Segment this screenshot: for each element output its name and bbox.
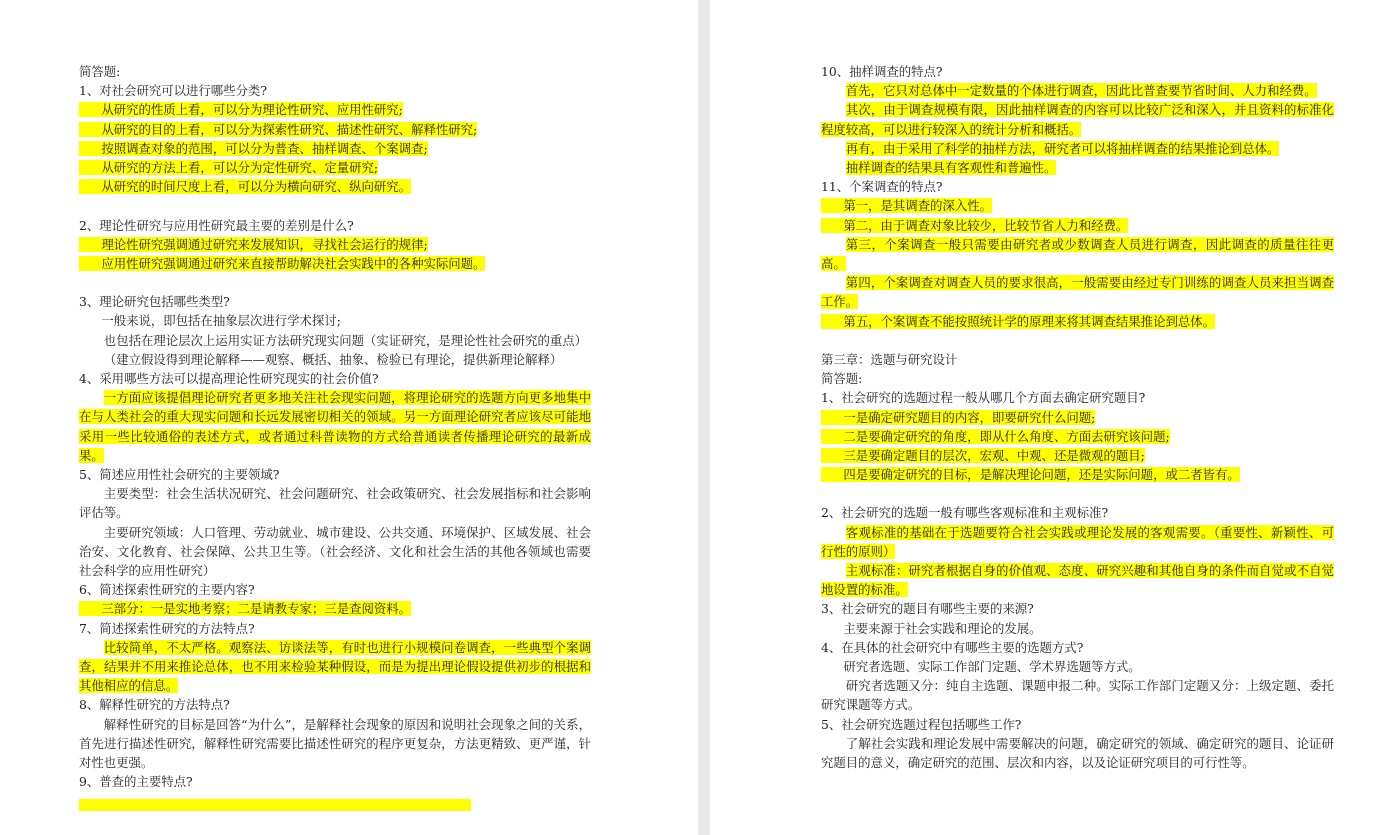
highlighted-answer: 三是要确定题目的层次，宏观、中观、还是微观的题目; [821, 448, 1145, 463]
answer-text: 解释性研究的目标是回答“为什么”，是解释社会现象的原因和说明社会现象之间的关系，首先进行描述性研究，解释性研究需要比描述性研究的程序更复杂，方法更精致、更严谨，针对性也更强。 [79, 716, 591, 770]
question-title: 11、个案调查的特点? [821, 179, 943, 195]
highlighted-answer: 一是确定研究题目的内容，即要研究什么问题; [821, 410, 1095, 425]
section-header: 简答题: [79, 64, 121, 79]
highlighted-answer: 四是要确定研究的目标，是解决理论问题，还是实际问题，或二者皆有。 [821, 467, 1240, 482]
question-title: 1、社会研究的选题过程一般从哪几个方面去确定研究题目? [821, 390, 1146, 406]
highlighted-answer: 再有，由于采用了科学的抽样方法，研究者可以将抽样调查的结果推论到总体。 [845, 140, 1280, 156]
highlighted-answer: 第三，个案调查一般只需要由研究者或少数调查人员进行调查，因此调查的质量往往更高。 [821, 236, 1334, 271]
answer-text: 主要类型：社会生活状况研究、社会问题研究、社会政策研究、社会发展指标和社会影响评估等。 [79, 486, 591, 521]
question-title: 3、理论研究包括哪些类型? [79, 294, 230, 310]
answer-text: 也包括在理论层次上运用实证方法研究现实问题（实证研究，是理论性社会研究的重点） [103, 332, 588, 348]
answer-text: （建立假设得到理论解释——观察、概括、抽象、检验已有理论，提供新理论解释） [103, 351, 563, 367]
highlighted-answer: 应用性研究强调通过研究来直接帮助解决社会实践中的各种实际问题。 [79, 256, 485, 271]
highlighted-answer: 从研究的方法上看，可以分为定性研究、定量研究; [79, 160, 378, 175]
question-title: 9、普查的主要特点? [79, 774, 193, 790]
document-page-right [710, 0, 1385, 835]
question-title: 5、社会研究选题过程包括哪些工作? [821, 716, 1022, 732]
chapter-title: 第三章：选题与研究设计 [821, 351, 958, 367]
highlighted-answer: 第一，是其调查的深入性。 [821, 198, 992, 213]
answer-text: 了解社会实践和理论发展中需要解决的问题，确定研究的领域、确定研究的题目、论证研究题目的意义，确定研究的范围、层次和内容，以及论证研究项目的可行性等。 [821, 735, 1334, 770]
page-left-text [79, 62, 591, 811]
answer-text: 研究者选题又分：纯自主选题、课题申报二种。实际工作部门定题又分：上级定题、委托研究课题等方式。 [821, 678, 1334, 713]
highlighted-answer: 第四，个案调查对调查人员的要求很高，一般需要由经过专门训练的调查人员来担当调查工作。 [821, 275, 1334, 310]
highlighted-answer: 从研究的时间尺度上看，可以分为横向研究、纵向研究。 [79, 179, 411, 194]
highlighted-answer: 按照调查对象的范围，可以分为普查、抽样调查、个案调查; [79, 141, 428, 156]
highlighted-answer: 客观标准的基础在于选题要符合社会实践或理论发展的客观需要。（重要性、新颖性、可行性的原则） [821, 524, 1334, 559]
question-title: 4、采用哪些方法可以提高理论性研究现实的社会价值? [79, 371, 379, 387]
question-title: 2、理论性研究与应用性研究最主要的差别是什么? [79, 217, 354, 233]
answer-text: 主要研究领域：人口管理、劳动就业、城市建设、公共交通、环境保护、区域发展、社会治安、文化教育、社会保障、公共卫生等。（社会经济、文化和社会生活的其他各领域也需要社会科学的应用性研究） [79, 524, 591, 579]
highlighted-answer: 第五，个案调查不能按照统计学的原理来将其调查结果推论到总体。 [821, 314, 1215, 329]
highlighted-answer: 首先，它只对总体中一定数量的个体进行调查，因此比普查要节省时间、人力和经费。 [845, 83, 1317, 99]
answer-text: 主要来源于社会实践和理论的发展。 [843, 620, 1042, 636]
section-header: 简答题: [821, 371, 863, 387]
question-title: 1、对社会研究可以进行哪些分类? [79, 83, 267, 99]
question-title: 5、简述应用性社会研究的主要领域? [79, 467, 280, 483]
highlighted-answer: 从研究的性质上看，可以分为理论性研究、应用性研究; [79, 102, 403, 117]
page-divider [698, 0, 710, 835]
question-title: 2、社会研究的选题一般有哪些客观标准和主观标准? [821, 505, 1109, 521]
highlighted-answer: 第二，由于调查对象比较少，比较节省人力和经费。 [821, 218, 1128, 233]
highlighted-answer: 二是要确定研究的角度，即从什么角度、方面去研究该问题; [821, 429, 1170, 444]
question-title: 6、简述探索性研究的主要内容? [79, 582, 255, 598]
highlighted-answer: 从研究的目的上看，可以分为探索性研究、描述性研究、解释性研究; [79, 122, 477, 137]
highlighted-answer: 理论性研究强调通过研究来发展知识，寻找社会运行的规律; [79, 237, 428, 252]
highlighted-answer: 其次，由于调查规模有限，因此抽样调查的内容可以比较广泛和深入，并且资料的标准化程度较高，可以进行较深入的统计分析和概括。 [821, 102, 1334, 137]
highlighted-answer: 比较简单，不太严格。观察法、访谈法等，有时也进行小规模问卷调查，一些典型个案调查，结果并不用来推论总体，也不用来检验某种假设，而是为提出理论假设提供初步的根据和其他相应的信息。 [79, 639, 591, 694]
question-title: 7、简述探索性研究的方法特点? [79, 620, 255, 636]
answer-text: 一般来说，即包括在抽象层次进行学术探讨; [101, 313, 341, 329]
answer-text: 研究者选题、实际工作部门定题、学术界选题等方式。 [843, 659, 1141, 675]
page-right-text [821, 62, 1334, 772]
highlighted-answer: 三部分：一是实地考察；二是请教专家；三是查阅资料。 [79, 601, 411, 616]
question-title: 4、在具体的社会研究中有哪些主要的选题方式? [821, 639, 1084, 655]
question-title: 3、社会研究的题目有哪些主要的来源? [821, 601, 1034, 617]
highlight-fragment [79, 799, 471, 811]
highlighted-answer: 抽样调查的结果具有客观性和普遍性。 [845, 160, 1057, 175]
question-title: 8、解释性研究的方法特点? [79, 697, 230, 713]
question-title: 10、抽样调查的特点? [821, 64, 943, 79]
highlighted-answer: 主观标准：研究者根据自身的价值观、态度、研究兴趣和其他自身的条件而自觉或不自觉地设置的标准。 [821, 563, 1334, 598]
highlighted-answer: 一方面应该提倡理论研究者更多地关注社会现实问题，将理论研究的选题方向更多地集中在与人类社会的重大现实问题和长远发展密切相关的领域。另一方面理论研究者应该尽可能地采用一些比较通俗的表述方式，或者通过科普读物的方式给普通读者传播理论研究的最新成果。 [79, 390, 591, 463]
